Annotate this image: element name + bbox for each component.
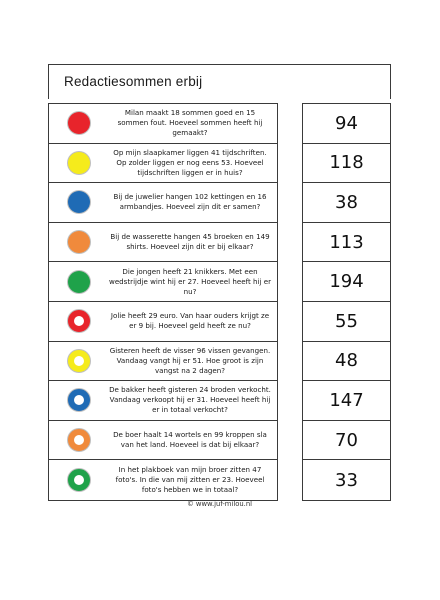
copyright-footer: © www.juf-milou.nl bbox=[186, 500, 253, 508]
blue-dot-icon bbox=[68, 191, 90, 213]
answer-row bbox=[303, 262, 390, 302]
question-row bbox=[49, 381, 277, 421]
question-row bbox=[49, 342, 277, 382]
question-text: De bakker heeft gisteren 24 broden verkocht. Vandaag verkoopt hij er 31. Hoeveel heeft hij er in totaal verkocht? bbox=[109, 385, 271, 415]
title-box bbox=[48, 64, 391, 99]
question-row bbox=[49, 183, 277, 223]
yellow-ring-icon bbox=[68, 350, 90, 372]
answer-value: 94 bbox=[335, 112, 358, 134]
answer-row bbox=[303, 342, 390, 382]
answer-value: 48 bbox=[335, 350, 358, 372]
answer-row bbox=[303, 104, 390, 144]
question-text: Gisteren heeft de visser 96 vissen gevangen. Vandaag vangt hij er 51. Hoe groot is zijn vangst na 2 dagen? bbox=[109, 345, 271, 375]
answer-row bbox=[303, 183, 390, 223]
answer-value: 194 bbox=[329, 271, 364, 293]
answer-row bbox=[303, 223, 390, 263]
green-dot-icon bbox=[68, 271, 90, 293]
answer-row bbox=[303, 144, 390, 184]
answer-row bbox=[303, 302, 390, 342]
question-text: Bij de wasserette hangen 45 broeken en 149 shirts. Hoeveel zijn dit er bij elkaar? bbox=[110, 232, 270, 252]
questions-table bbox=[48, 103, 278, 501]
question-row bbox=[49, 104, 277, 144]
question-text: De boer haalt 14 wortels en 99 kroppen sla van het land. Hoeveel is dat bij elkaar? bbox=[113, 430, 267, 450]
question-row bbox=[49, 302, 277, 342]
question-row bbox=[49, 223, 277, 263]
orange-dot-icon bbox=[68, 231, 90, 253]
question-text: Die jongen heeft 21 knikkers. Met een wedstrijdje wint hij er 27. Hoeveel heeft hij er nu? bbox=[109, 266, 271, 296]
answer-value: 118 bbox=[329, 152, 364, 174]
green-ring-icon bbox=[68, 469, 90, 491]
answer-value: 33 bbox=[335, 469, 358, 491]
answer-row bbox=[303, 421, 390, 461]
answer-row bbox=[303, 460, 390, 500]
question-text: In het plakboek van mijn broer zitten 47 foto's. In die van mij zitten er 23. Hoeveel foto's hebben we in totaal? bbox=[115, 465, 265, 495]
yellow-dot-icon bbox=[68, 152, 90, 174]
question-row bbox=[49, 421, 277, 461]
question-text: Bij de juwelier hangen 102 kettingen en 16 armbandjes. Hoeveel zijn dit er samen? bbox=[113, 192, 267, 212]
answer-value: 55 bbox=[335, 310, 358, 332]
answer-row bbox=[303, 381, 390, 421]
answers-table bbox=[302, 103, 391, 501]
answer-value: 70 bbox=[335, 429, 358, 451]
question-text: Op mijn slaapkamer liggen 41 tijdschriften. Op zolder liggen er nog eens 53. Hoeveel tijdschriften liggen er in huis? bbox=[113, 147, 267, 177]
question-text: Jolie heeft 29 euro. Van haar ouders krijgt ze er 9 bij. Hoeveel geld heeft ze nu? bbox=[110, 311, 270, 331]
orange-ring-icon bbox=[68, 429, 90, 451]
red-ring-icon bbox=[68, 310, 90, 332]
answer-value: 147 bbox=[329, 389, 364, 411]
page-title: Redactiesommen erbij bbox=[64, 74, 203, 89]
red-dot-icon bbox=[68, 112, 90, 134]
question-text: Milan maakt 18 sommen goed en 15 sommen fout. Hoeveel sommen heeft hij gemaakt? bbox=[117, 108, 263, 138]
question-row bbox=[49, 144, 277, 184]
question-row bbox=[49, 262, 277, 302]
question-row bbox=[49, 460, 277, 500]
answer-value: 113 bbox=[329, 231, 364, 253]
answer-value: 38 bbox=[335, 191, 358, 213]
blue-ring-icon bbox=[68, 389, 90, 411]
